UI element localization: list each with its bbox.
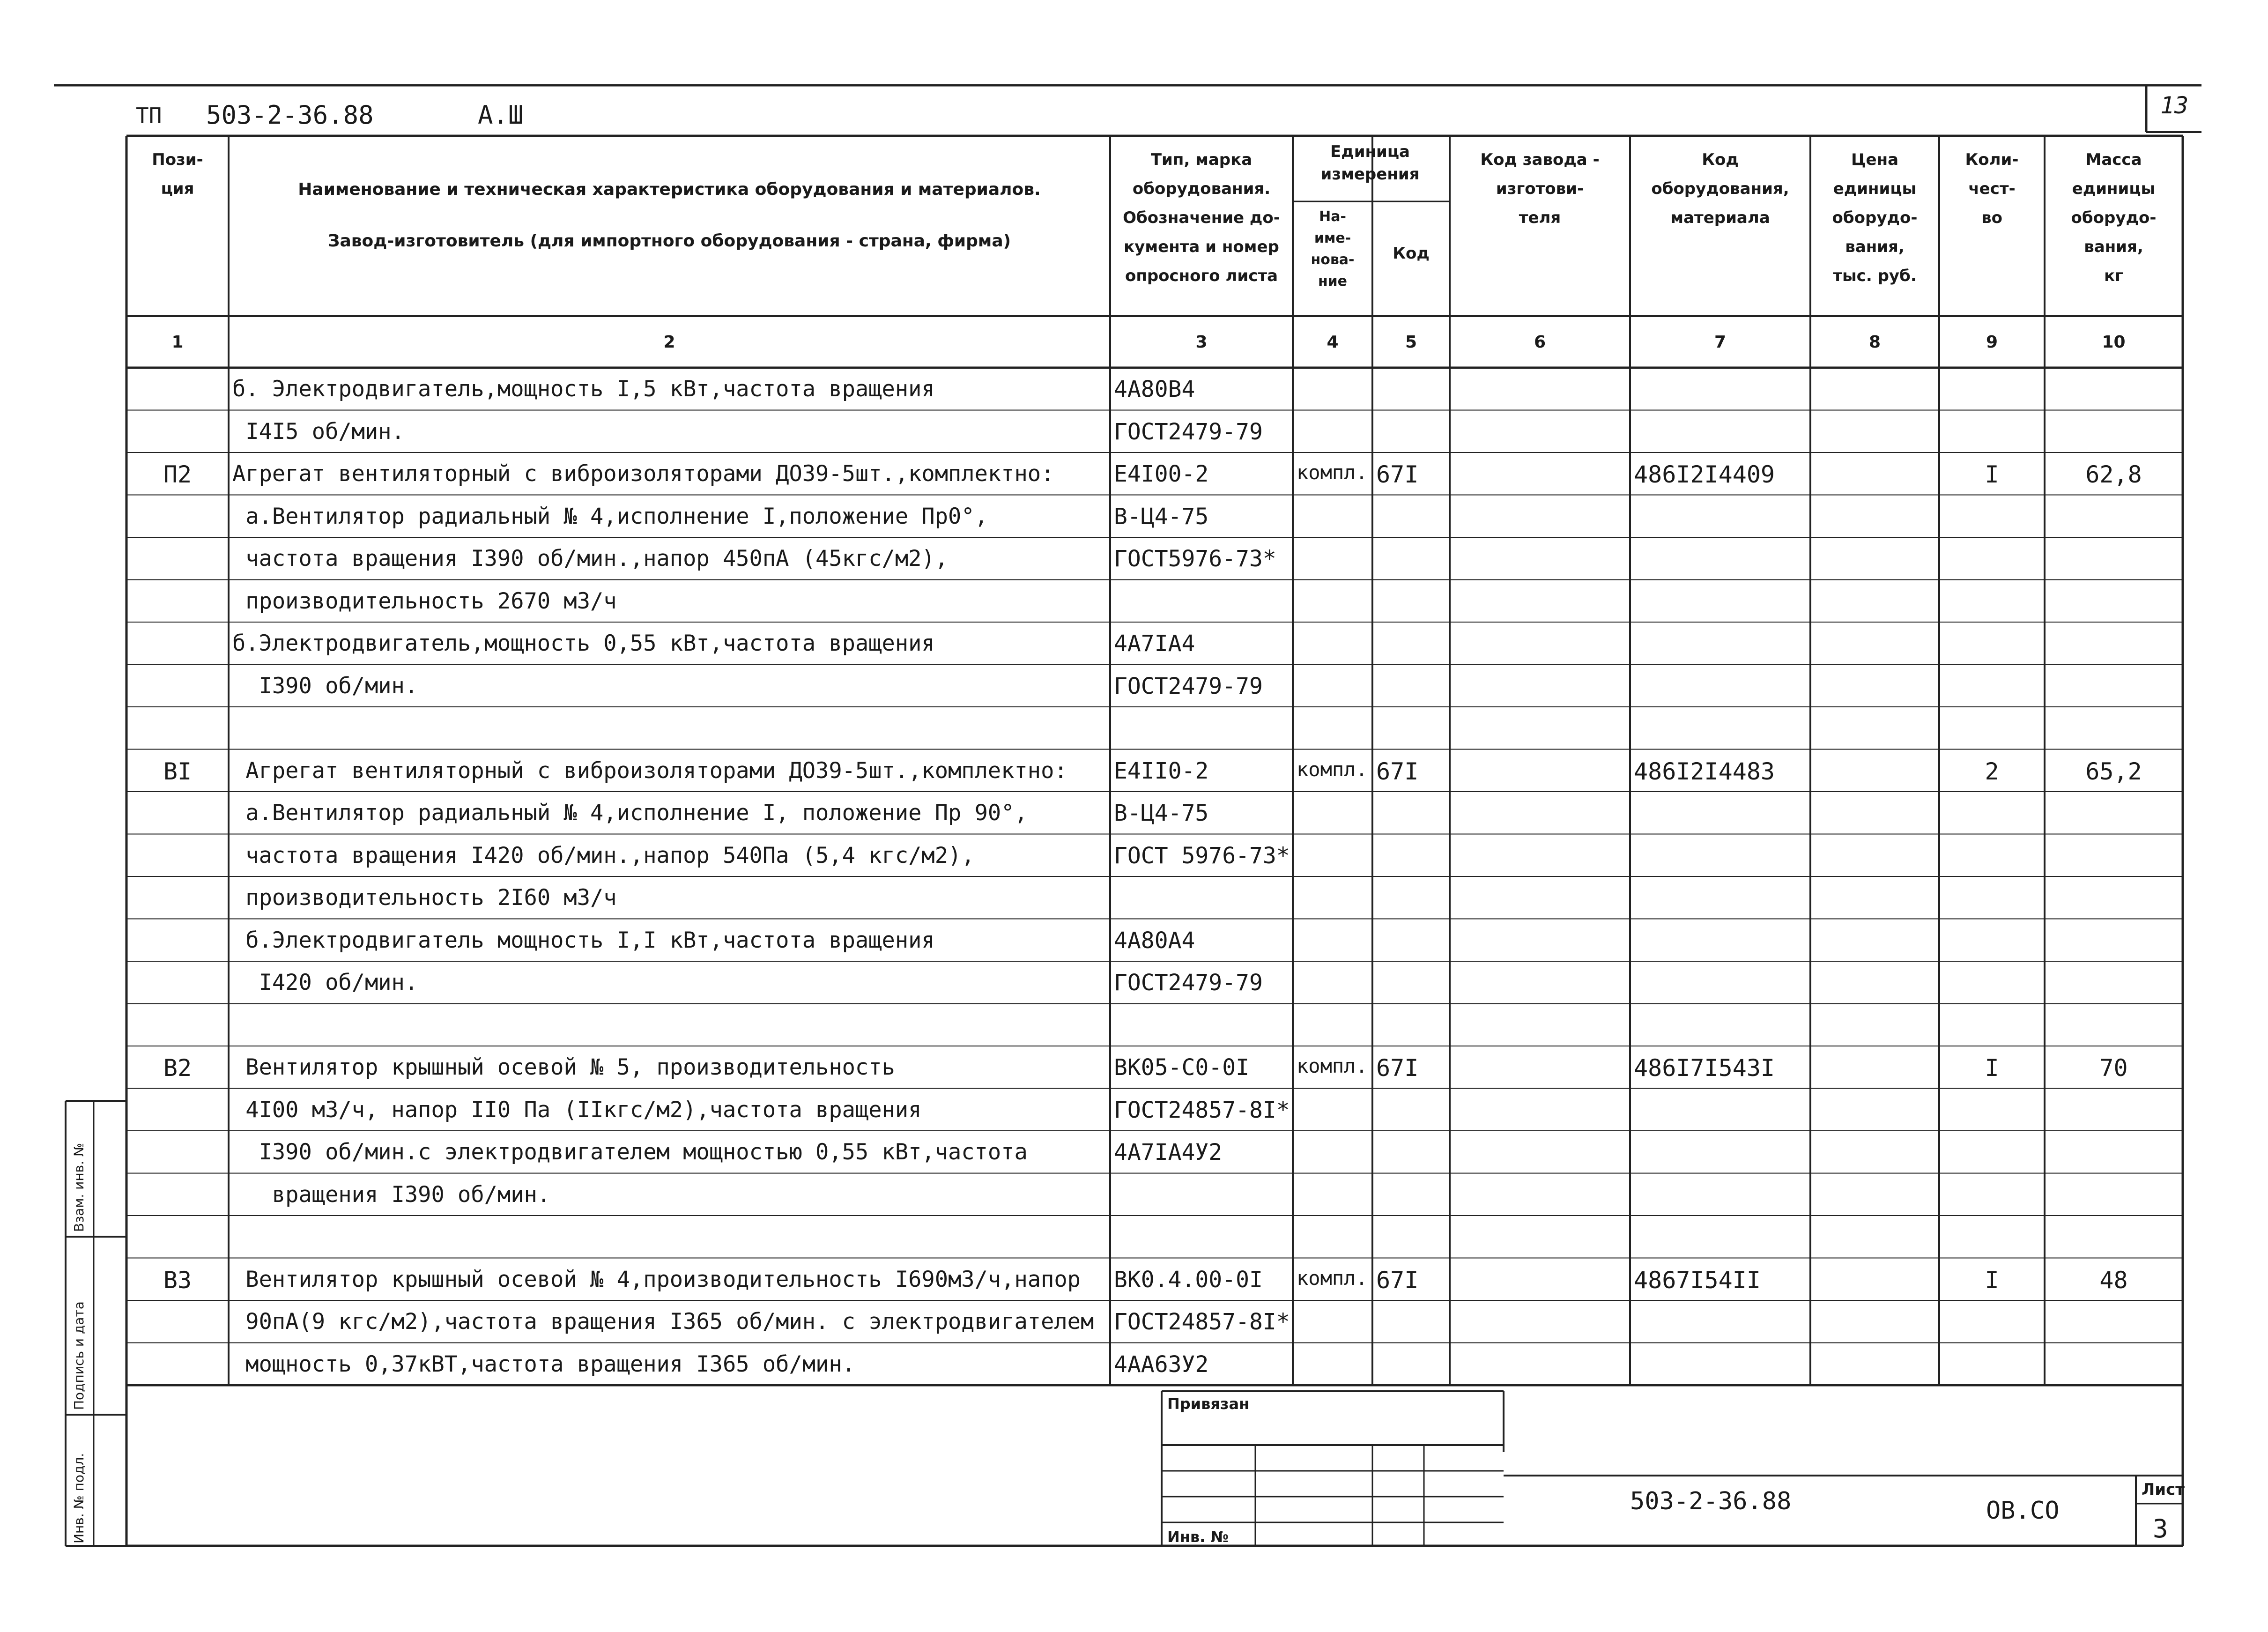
cell-mass: 65,2	[2085, 757, 2142, 785]
header-cell-2: Наименование и техническая характеристика оборудования и материалов. Завод-изготовитель (для импортного оборудования - страна, фирма)	[298, 180, 1041, 251]
cell-name: частота вращения I390 об/мин.,напор 450пА (45кгс/м2),	[232, 546, 949, 571]
cell-type: ГОСТ5976-73*	[1114, 546, 1276, 572]
cell-type: В-Ц4-75	[1114, 503, 1209, 530]
cell-type: 4А80В4	[1114, 376, 1195, 402]
header-prefix: ТП	[136, 103, 162, 128]
stamp-sheet-no: 3	[2153, 1514, 2168, 1543]
stamp-section: ОВ.СО	[1986, 1497, 2060, 1525]
cell-name: Агрегат вентиляторный с виброизоляторами ДО39-5шт.,комплектно:	[232, 757, 1067, 784]
cell-name: б.Электродвигатель мощность I,I кВт,частота вращения	[232, 927, 935, 953]
cell-name: вращения I390 об/мин.	[232, 1181, 551, 1208]
cell-type: ВК05-С0-0I	[1114, 1054, 1249, 1081]
cell-name: 90пА(9 кгс/м2),частота вращения I365 об/мин. с электродвигателем	[232, 1309, 1094, 1335]
column-number-1: 1	[171, 333, 184, 352]
column-number-3: 3	[1195, 333, 1208, 352]
cell-type: 4А7IА4	[1114, 631, 1195, 657]
cell-pos: ВI	[163, 757, 192, 785]
column-number-5: 5	[1405, 333, 1417, 352]
column-number-2: 2	[663, 333, 675, 352]
cell-name: а.Вентилятор радиальный № 4,исполнение I, положение Пр 90°,	[232, 800, 1028, 826]
cell-name: I420 об/мин.	[232, 970, 418, 995]
cell-equip-code: 4867I54II	[1634, 1266, 1761, 1294]
side-sign-date: Подпись и дата	[71, 1301, 87, 1410]
cell-type: ВК0.4.00-0I	[1114, 1266, 1263, 1293]
cell-type: В-Ц4-75	[1114, 800, 1209, 826]
header-cell-1: Пози- ция	[152, 150, 203, 198]
cell-equip-code: 486I7I543I	[1634, 1054, 1775, 1082]
column-number-6: 6	[1534, 333, 1546, 352]
header-cell-6: Код завода - изготови- теля	[1480, 150, 1600, 227]
cell-name: Вентилятор крышный осевой № 4,производительность I690м3/ч,напор	[232, 1266, 1081, 1292]
header-cell-8: Цена единицы оборудо- вания, тыс. руб.	[1832, 150, 1918, 285]
unit-group-title: Единица измерения	[1320, 142, 1420, 184]
stamp-inv-label: Инв. №	[1167, 1528, 1229, 1546]
cell-name: частота вращения I420 об/мин.,напор 540Па (5,4 кгс/м2),	[232, 842, 975, 868]
cell-type: ГОСТ24857-8I*	[1114, 1309, 1290, 1335]
cell-name: I390 об/мин.с электродвигателем мощностью 0,55 кВт,частота	[232, 1139, 1028, 1165]
cell-type: 4А7IА4У2	[1114, 1139, 1223, 1165]
header-cell-10: Масса единицы оборудо- вания, кг	[2071, 150, 2157, 285]
cell-type: ГОСТ2479-79	[1114, 418, 1263, 445]
stamp-doc-code: 503-2-36.88	[1630, 1487, 1792, 1515]
cell-name: I4I5 об/мин.	[232, 418, 405, 445]
cell-type: ГОСТ2479-79	[1114, 970, 1263, 996]
cell-pos: В3	[163, 1266, 192, 1294]
header-cell-9: Коли- чест- во	[1965, 150, 2019, 227]
stamp-bound-label: Привязан	[1167, 1395, 1250, 1413]
cell-name: I390 об/мин.	[232, 673, 418, 699]
cell-code: 67I	[1376, 757, 1419, 785]
cell-qty: I	[1985, 1054, 1999, 1082]
column-number-10: 10	[2102, 333, 2126, 352]
cell-unit: компл.	[1297, 461, 1368, 484]
cell-name: б.Электродвигатель,мощность 0,55 кВт,частота вращения	[232, 631, 935, 656]
cell-qty: I	[1985, 461, 1999, 488]
column-number-4: 4	[1327, 333, 1339, 352]
header-cell-3: Тип, марка оборудования. Обозначение до- кумента и номер опросного листа	[1123, 150, 1280, 285]
cell-pos: П2	[163, 461, 192, 488]
cell-type: ГОСТ24857-8I*	[1114, 1097, 1290, 1123]
cell-type: Е4I00-2	[1114, 461, 1209, 487]
cell-mass: 48	[2099, 1266, 2128, 1294]
column-number-7: 7	[1714, 333, 1727, 352]
cell-code: 67I	[1376, 1054, 1419, 1082]
cell-unit: компл.	[1297, 757, 1368, 781]
cell-code: 67I	[1376, 461, 1419, 488]
cell-name: б. Электродвигатель,мощность I,5 кВт,частота вращения	[232, 376, 935, 402]
cell-equip-code: 486I2I4409	[1634, 461, 1775, 488]
header-cell-4: На- име- нова- ние	[1311, 208, 1355, 289]
header-cell-7: Код оборудования, материала	[1651, 150, 1789, 227]
column-number-8: 8	[1868, 333, 1881, 352]
cell-pos: В2	[163, 1054, 192, 1082]
cell-name: мощность 0,37кВТ,частота вращения I365 об/мин.	[232, 1351, 855, 1377]
cell-name: 4I00 м3/ч, напор II0 Па (IIкгс/м2),частота вращения	[232, 1097, 922, 1123]
side-inv-podl: Инв. № подл.	[71, 1453, 87, 1543]
side-vzam-inv: Взам. инв. №	[71, 1142, 87, 1232]
stamp-sheet-label: Лист	[2142, 1480, 2185, 1499]
cell-name: Вентилятор крышный осевой № 5, производительность	[232, 1054, 895, 1080]
cell-qty: 2	[1985, 757, 1999, 785]
header-cell-5: Код	[1393, 244, 1430, 263]
cell-type: Е4II0-2	[1114, 757, 1209, 784]
header-doc-code: 503-2-36.88	[206, 100, 374, 130]
column-number-9: 9	[1986, 333, 1998, 352]
header-album: А.Ш	[478, 100, 524, 130]
cell-name: Агрегат вентиляторный с виброизоляторами ДО39-5шт.,комплектно:	[232, 461, 1054, 487]
cell-mass: 62,8	[2085, 461, 2142, 488]
cell-qty: I	[1985, 1266, 1999, 1294]
cell-type: ГОСТ2479-79	[1114, 673, 1263, 699]
cell-mass: 70	[2099, 1054, 2128, 1082]
cell-equip-code: 486I2I4483	[1634, 757, 1775, 785]
cell-type: 4А80А4	[1114, 927, 1195, 954]
cell-name: производительность 2I60 м3/ч	[232, 885, 617, 911]
cell-code: 67I	[1376, 1266, 1419, 1294]
cell-unit: компл.	[1297, 1266, 1368, 1290]
cell-name: а.Вентилятор радиальный № 4,исполнение I,положение Пр0°,	[232, 503, 988, 529]
cell-type: ГОСТ 5976-73*	[1114, 842, 1290, 869]
cell-type: 4АА63У2	[1114, 1351, 1209, 1378]
cell-unit: компл.	[1297, 1054, 1368, 1077]
page-mark: 13	[2160, 92, 2189, 119]
cell-name: производительность 2670 м3/ч	[232, 588, 617, 614]
